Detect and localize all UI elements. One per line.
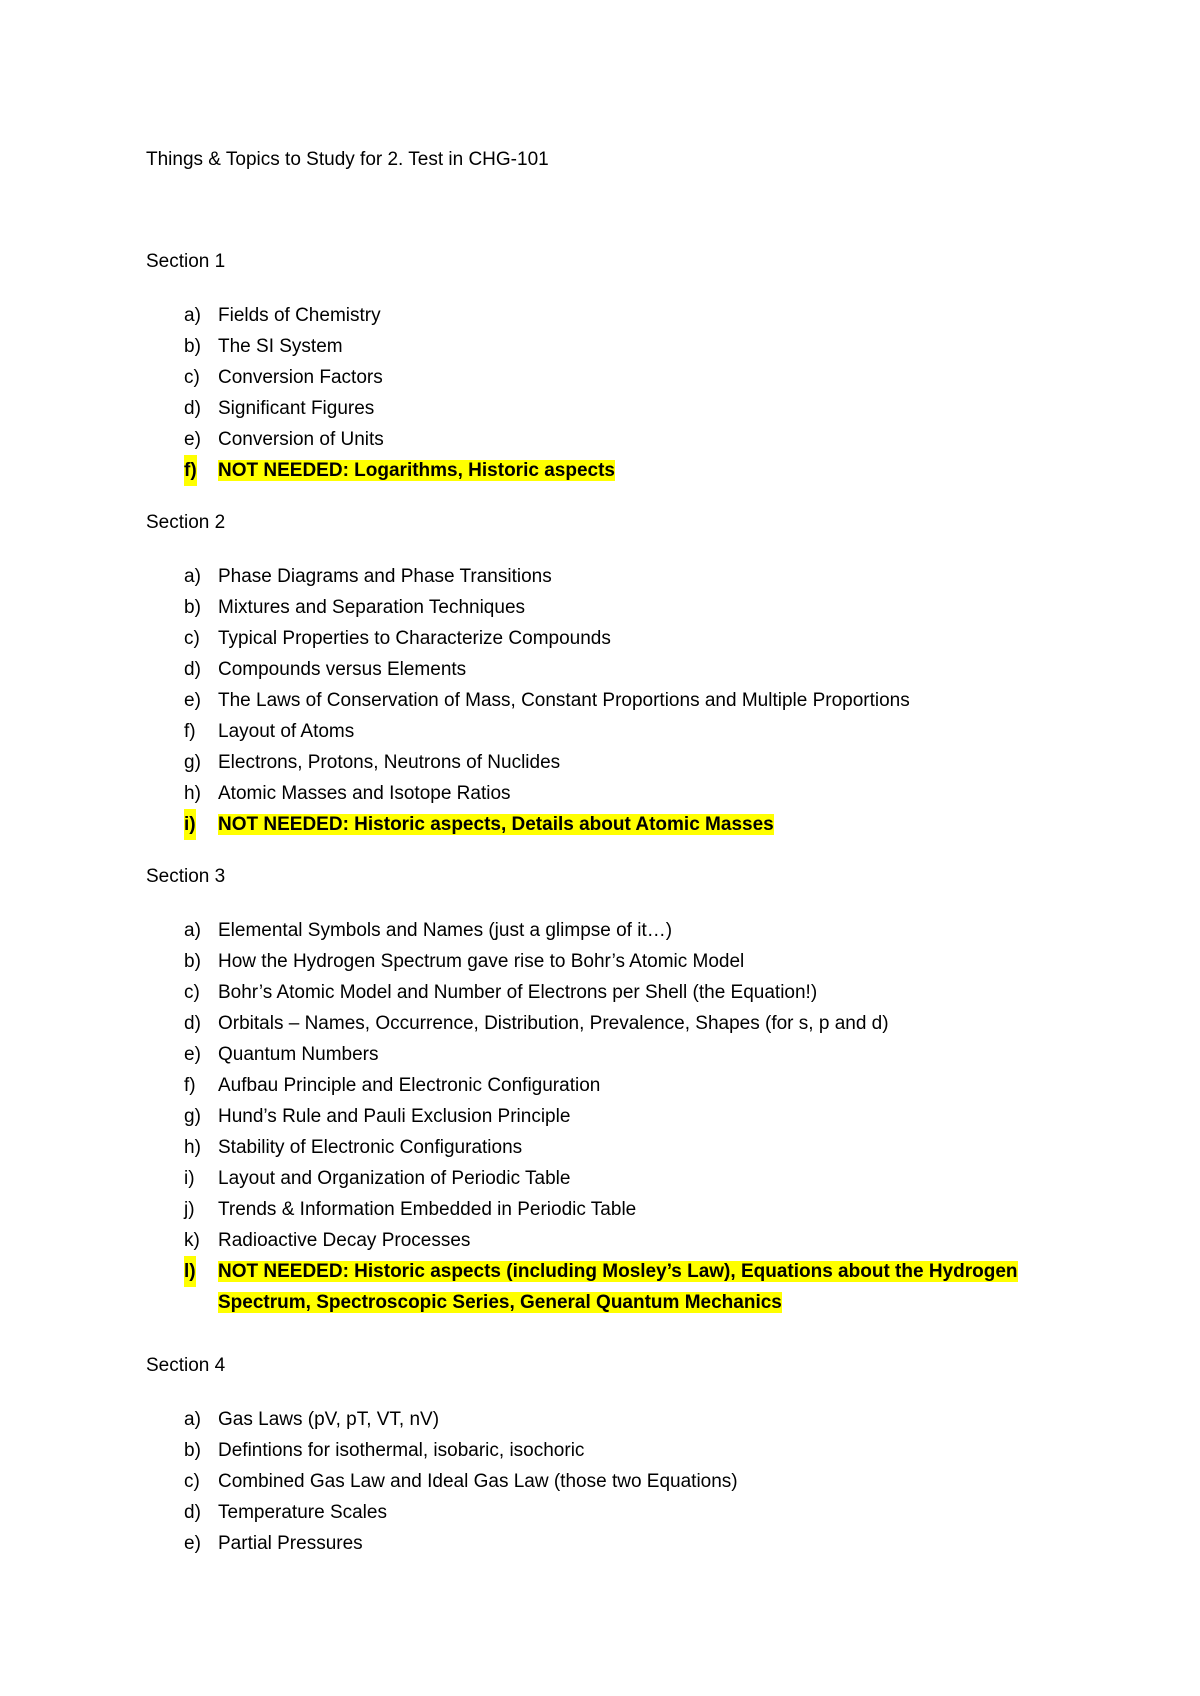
topic-item <box>146 1225 1046 1256</box>
topic-item <box>146 1528 1046 1559</box>
topic-item <box>146 946 1046 977</box>
item-letter: d) <box>184 1502 201 1523</box>
item-letter: a) <box>184 566 201 587</box>
item-letter: c) <box>184 628 200 649</box>
item-letter: k) <box>184 1230 200 1251</box>
item-text: Conversion Factors <box>218 367 383 388</box>
topic-list <box>146 561 1046 840</box>
topic-item <box>146 1039 1046 1070</box>
item-letter: e) <box>184 690 201 711</box>
topic-item <box>146 561 1046 592</box>
topic-item <box>146 1194 1046 1225</box>
item-text: Radioactive Decay Processes <box>218 1230 471 1251</box>
section-heading: Section 2 <box>146 512 226 533</box>
topic-item <box>146 623 1046 654</box>
item-letter: c) <box>184 367 200 388</box>
topic-item <box>146 1466 1046 1497</box>
item-text: NOT NEEDED: Logarithms, Historic aspects <box>218 460 615 481</box>
topic-item <box>146 977 1046 1008</box>
topic-list <box>146 300 1046 486</box>
item-text: Significant Figures <box>218 398 375 419</box>
topic-item <box>146 393 1046 424</box>
item-letter: a) <box>184 305 201 326</box>
topic-item <box>146 424 1046 455</box>
item-letter: a) <box>184 1409 201 1430</box>
item-text: Typical Properties to Characterize Compounds <box>218 628 611 649</box>
topic-item <box>146 1404 1046 1435</box>
item-text: Gas Laws (pV, pT, VT, nV) <box>218 1409 440 1430</box>
item-letter: a) <box>184 920 201 941</box>
item-text: Layout and Organization of Periodic Table <box>218 1168 571 1189</box>
document-title: Things & Topics to Study for 2. Test in CHG-101 <box>146 149 549 170</box>
topic-item <box>146 747 1046 778</box>
item-text: Quantum Numbers <box>218 1044 379 1065</box>
item-letter: e) <box>184 1533 201 1554</box>
topic-item <box>146 716 1046 747</box>
section-4 <box>146 1354 1046 1559</box>
topic-item <box>146 592 1046 623</box>
item-letter: h) <box>184 1137 201 1158</box>
section-3 <box>146 865 1046 1318</box>
item-text: Hund’s Rule and Pauli Exclusion Principle <box>218 1106 571 1127</box>
item-letter: i) <box>184 809 196 840</box>
topic-item <box>146 1070 1046 1101</box>
item-letter: d) <box>184 659 201 680</box>
section-heading: Section 3 <box>146 866 226 887</box>
item-text: Combined Gas Law and Ideal Gas Law (those two Equations) <box>218 1471 738 1492</box>
topic-item <box>146 915 1046 946</box>
item-letter: c) <box>184 982 200 1003</box>
item-text: Elemental Symbols and Names (just a glimpse of it…) <box>218 920 673 941</box>
topic-item <box>146 1163 1046 1194</box>
topic-item <box>146 300 1046 331</box>
topic-item <box>146 778 1046 809</box>
item-letter: f) <box>184 1075 196 1096</box>
item-letter: b) <box>184 1440 201 1461</box>
item-text: Temperature Scales <box>218 1502 387 1523</box>
topic-item <box>146 1101 1046 1132</box>
item-text: Phase Diagrams and Phase Transitions <box>218 566 552 587</box>
item-text: NOT NEEDED: Historic aspects (including Mosley’s Law), Equations about the Hydrogen Spectrum, Spectroscopic Series, General Quantum Mechanics <box>218 1261 1018 1313</box>
item-text: Aufbau Principle and Electronic Configuration <box>218 1075 601 1096</box>
item-text: Conversion of Units <box>218 429 384 450</box>
item-text: Layout of Atoms <box>218 721 355 742</box>
topic-item <box>146 654 1046 685</box>
item-text: The SI System <box>218 336 343 357</box>
item-text: NOT NEEDED: Historic aspects, Details about Atomic Masses <box>218 814 774 835</box>
item-letter: l) <box>184 1256 196 1287</box>
item-letter: b) <box>184 951 201 972</box>
item-text: Fields of Chemistry <box>218 305 381 326</box>
item-letter: j) <box>184 1199 195 1220</box>
section-heading: Section 1 <box>146 251 226 272</box>
topic-item <box>146 1497 1046 1528</box>
topic-item <box>146 362 1046 393</box>
item-text: Bohr’s Atomic Model and Number of Electrons per Shell (the Equation!) <box>218 982 818 1003</box>
item-text: Defintions for isothermal, isobaric, isochoric <box>218 1440 585 1461</box>
topic-list <box>146 1404 1046 1559</box>
item-text: Partial Pressures <box>218 1533 363 1554</box>
item-letter: f) <box>184 455 197 486</box>
item-letter: b) <box>184 597 201 618</box>
topic-list <box>146 915 1046 1318</box>
topic-item <box>146 1008 1046 1039</box>
item-letter: g) <box>184 1106 201 1127</box>
not-needed-item <box>146 455 1046 486</box>
item-letter: f) <box>184 721 196 742</box>
item-letter: h) <box>184 783 201 804</box>
item-letter: i) <box>184 1168 195 1189</box>
section-heading: Section 4 <box>146 1355 226 1376</box>
item-letter: b) <box>184 336 201 357</box>
item-text: Stability of Electronic Configurations <box>218 1137 523 1158</box>
topic-item <box>146 331 1046 362</box>
item-text: Trends & Information Embedded in Periodic Table <box>218 1199 637 1220</box>
item-text: Orbitals – Names, Occurrence, Distribution, Prevalence, Shapes (for s, p and d) <box>218 1013 889 1034</box>
item-letter: d) <box>184 1013 201 1034</box>
item-letter: c) <box>184 1471 200 1492</box>
item-text: Electrons, Protons, Neutrons of Nuclides <box>218 752 561 773</box>
not-needed-item <box>146 809 1046 840</box>
item-letter: d) <box>184 398 201 419</box>
item-text: How the Hydrogen Spectrum gave rise to Bohr’s Atomic Model <box>218 951 745 972</box>
item-letter: e) <box>184 1044 201 1065</box>
topic-item <box>146 1132 1046 1163</box>
section-2 <box>146 511 1046 840</box>
item-letter: e) <box>184 429 201 450</box>
item-text: Compounds versus Elements <box>218 659 467 680</box>
topic-item <box>146 1435 1046 1466</box>
section-1 <box>146 250 1046 486</box>
topic-item <box>146 685 1046 716</box>
not-needed-item <box>146 1256 1046 1318</box>
item-text: Atomic Masses and Isotope Ratios <box>218 783 511 804</box>
item-letter: g) <box>184 752 201 773</box>
item-text: Mixtures and Separation Techniques <box>218 597 526 618</box>
item-text: The Laws of Conservation of Mass, Constant Proportions and Multiple Proportions <box>218 690 910 711</box>
